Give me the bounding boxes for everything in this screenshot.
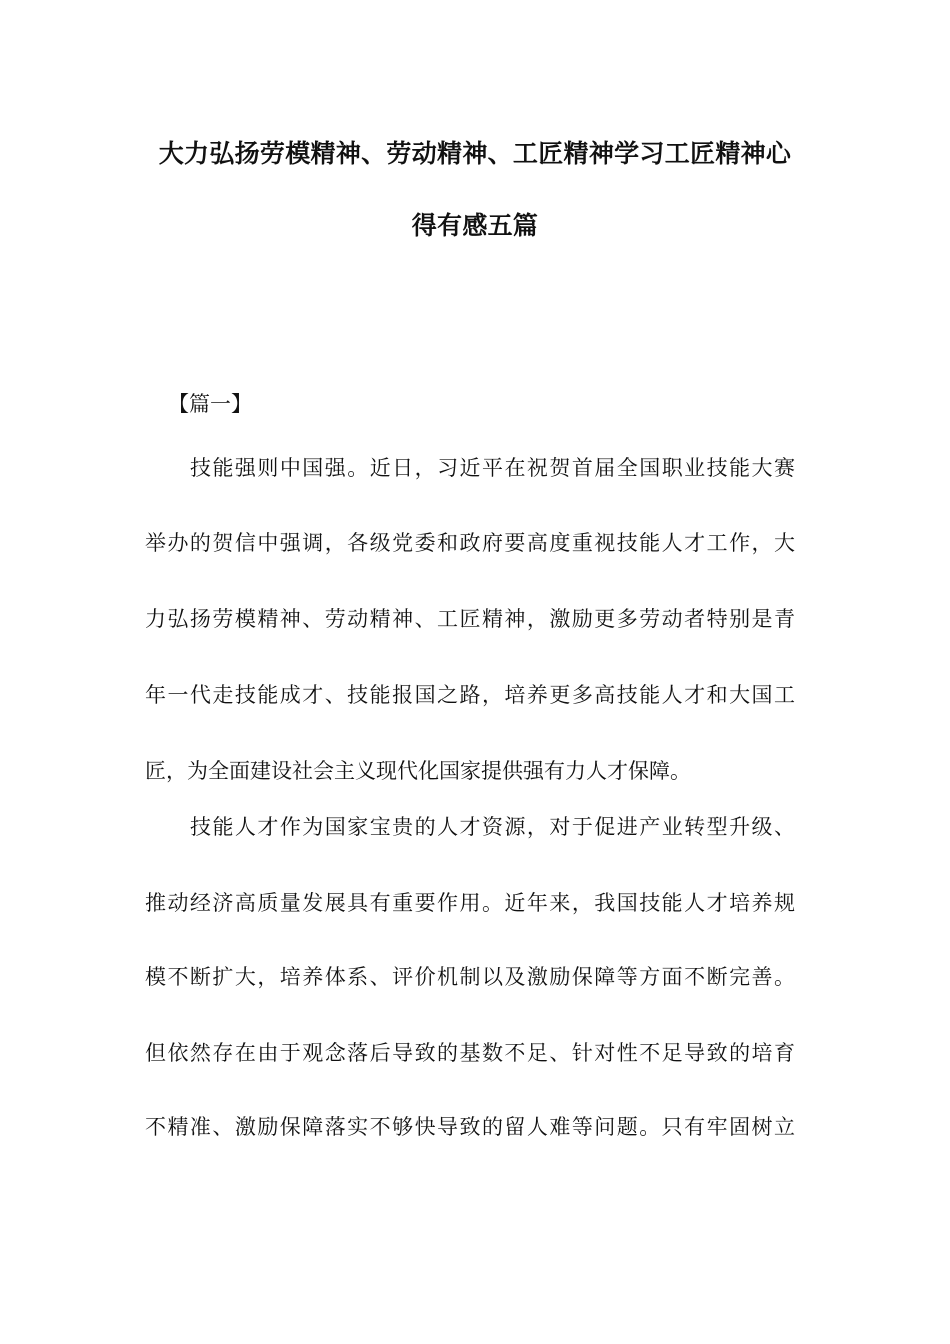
paragraph-line: 力弘扬劳模精神、劳动精神、工匠精神，激励更多劳动者特别是青 [145,607,795,631]
paragraph-line: 推动经济高质量发展具有重要作用。近年来，我国技能人才培养规 [145,891,795,915]
paragraph-line: 匠，为全面建设社会主义现代化国家提供强有力人才保障。 [145,759,691,783]
paragraph-line: 不精准、激励保障落实不够快导致的留人难等问题。只有牢固树立 [145,1115,795,1139]
document-title-line-1: 大力弘扬劳模精神、劳动精神、工匠精神学习工匠精神心 [158,139,792,168]
paragraph-line: 举办的贺信中强调，各级党委和政府要高度重视技能人才工作，大 [145,531,795,555]
document-title-line-2: 得有感五篇 [411,211,539,240]
paragraph-line: 年一代走技能成才、技能报国之路，培养更多高技能人才和大国工 [145,683,795,707]
paragraph-line: 模不断扩大，培养体系、评价机制以及激励保障等方面不断完善。 [145,965,795,989]
paragraph-line: 但依然存在由于观念落后导致的基数不足、针对性不足导致的培育 [145,1041,795,1065]
paragraph-line: 技能强则中国强。近日，习近平在祝贺首届全国职业技能大赛 [190,456,795,480]
section-label: 【篇一】 [168,392,252,416]
paragraph-line: 技能人才作为国家宝贵的人才资源，对于促进产业转型升级、 [190,815,795,839]
